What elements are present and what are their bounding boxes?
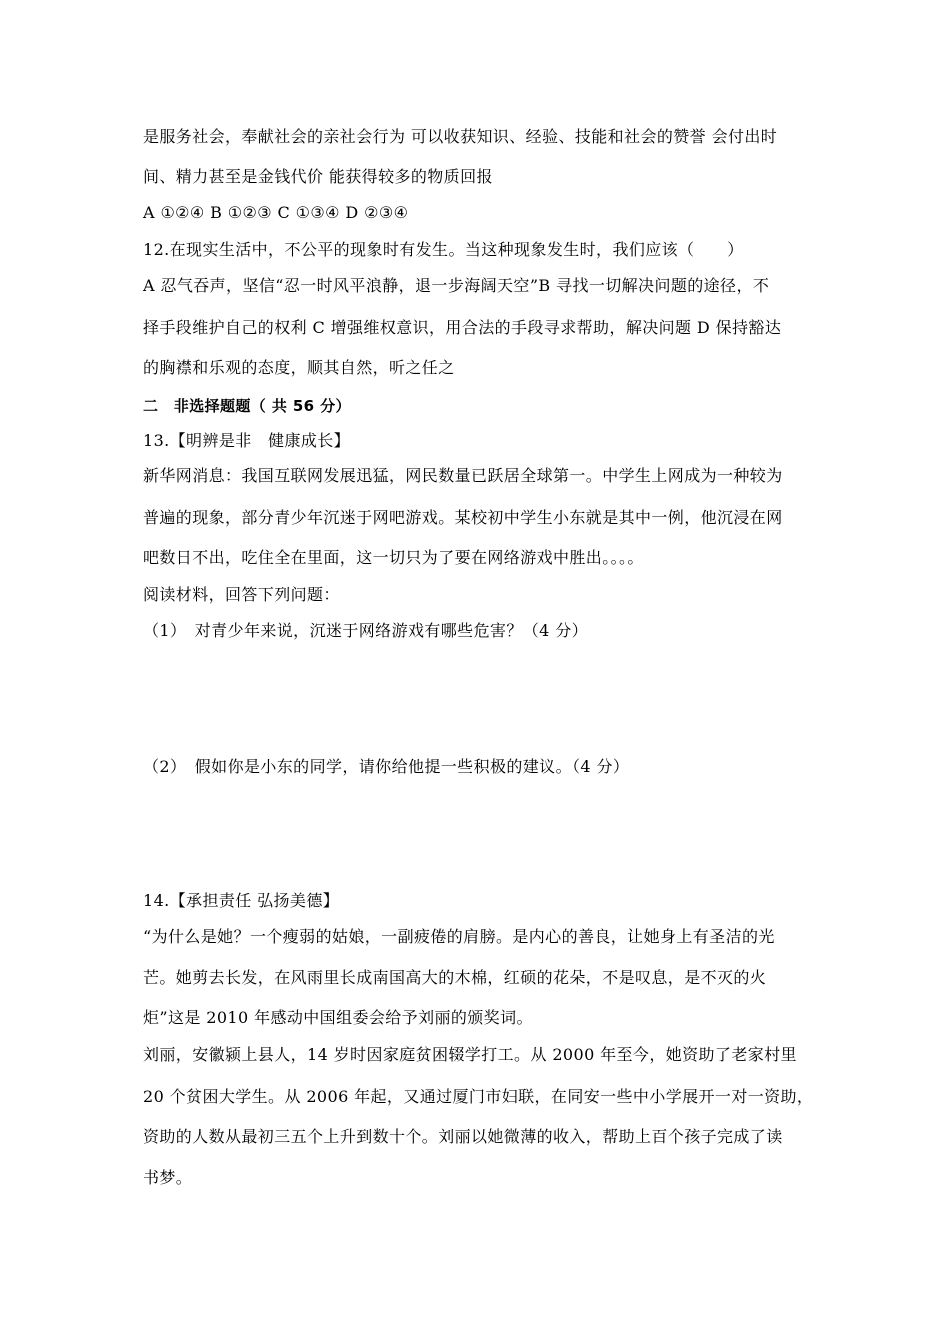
- q13-material-line-2: 普遍的现象，部分青少年沉迷于网吧游戏。某校初中学生小东就是其中一例，他沉浸在网: [143, 508, 783, 527]
- q13-instruction: 阅读材料，回答下列问题：: [143, 585, 340, 604]
- q14-title: 14.【承担责任 弘扬美德】: [143, 891, 340, 910]
- q12-options-line-1: A 忍气吞声，坚信“忍一时风平浪静，退一步海阔天空”B 寻找一切解决问题的途径，不: [143, 276, 770, 295]
- q14-material-line-6: 资助的人数从最初三五个上升到数十个。刘丽以她微薄的收入，帮助上百个孩子完成了读: [143, 1127, 783, 1146]
- q13-subquestion-1: （1） 对青少年来说，沉迷于网络游戏有哪些危害？（4 分）: [143, 621, 589, 640]
- q12-options-line-2: 择手段维护自己的权利 C 增强维权意识，用合法的手段寻求帮助，解决问题 D 保持豁达: [143, 318, 782, 337]
- section-heading: 二 非选择题题（ 共 56 分）: [143, 397, 351, 415]
- q13-material-line-3: 吧数日不出，吃住全在里面，这一切只为了要在网络游戏中胜出。。。。: [143, 548, 644, 567]
- q13-title: 13.【明辨是非 健康成长】: [143, 431, 351, 450]
- q14-material-line-4: 刘丽，安徽颍上县人，14 岁时因家庭贫困辍学打工。从 2000 年至今，她资助了老家村里: [143, 1045, 797, 1064]
- q13-material-line-1: 新华网消息：我国互联网发展迅猛，网民数量已跃居全球第一。中学生上网成为一种较为: [143, 466, 783, 485]
- q14-material-line-1: “为什么是她？一个瘦弱的姑娘，一副疲倦的肩膀。是内心的善良，让她身上有圣洁的光: [143, 927, 775, 946]
- q11-options: A ①②④ B ①②③ C ①③④ D ②③④: [143, 203, 409, 222]
- q14-material-line-3: 炬”这是 2010 年感动中国组委会给予刘丽的颁奖词。: [143, 1008, 533, 1027]
- q11-answer-line-1: 是服务社会，奉献社会的亲社会行为 可以收获知识、经验、技能和社会的赞誉 会付出时: [143, 127, 778, 146]
- q11-answer-line-2: 间、精力甚至是金钱代价 能获得较多的物质回报: [143, 167, 493, 186]
- q14-material-line-7: 书梦。: [143, 1168, 193, 1187]
- q13-subquestion-2: （2） 假如你是小东的同学，请你给他提一些积极的建议。（4 分）: [143, 757, 630, 776]
- q14-material-line-5: 20 个贫困大学生。从 2006 年起，又通过厦门市妇联，在同安一些中小学展开一对一资助，: [143, 1087, 814, 1106]
- q12-stem: 12.在现实生活中，不公平的现象时有发生。当这种现象发生时，我们应该（ ）: [143, 240, 744, 259]
- q14-material-line-2: 芒。她剪去长发，在风雨里长成南国高大的木棉，红硕的花朵，不是叹息，是不灭的火: [143, 968, 767, 987]
- q12-options-line-3: 的胸襟和乐观的态度，顺其自然，听之任之: [143, 358, 455, 377]
